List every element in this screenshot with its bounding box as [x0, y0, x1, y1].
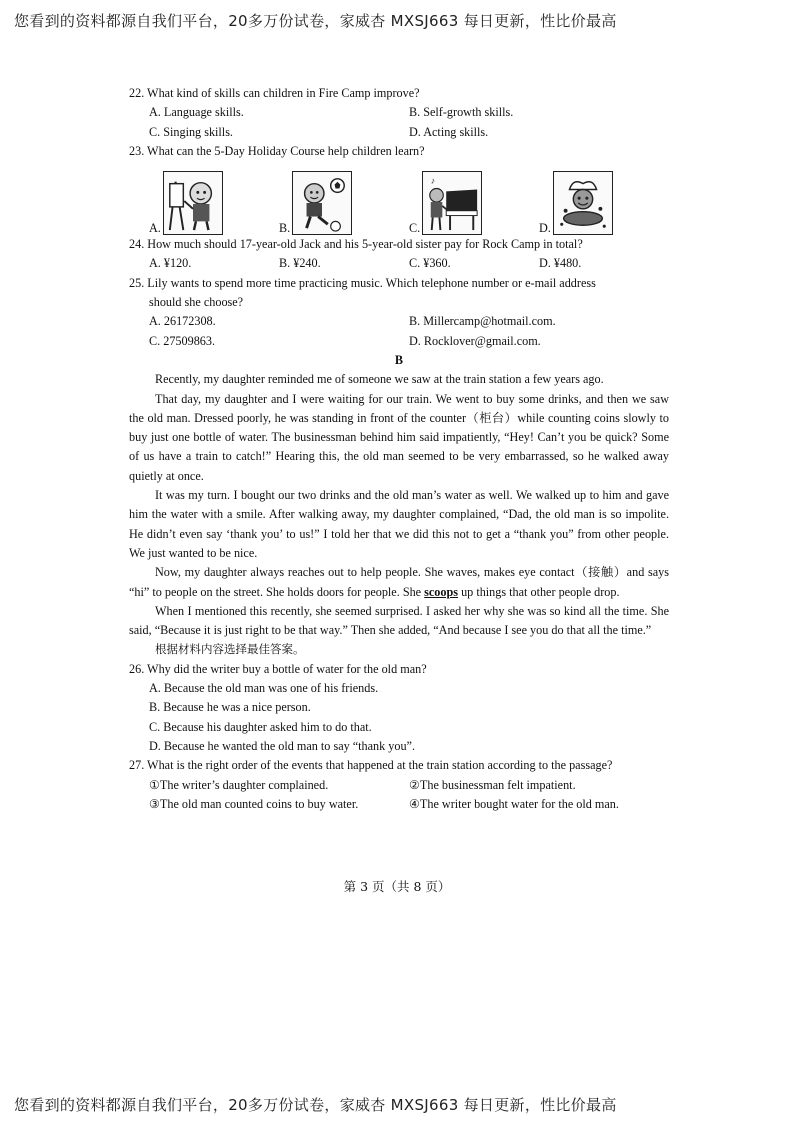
q23-option-a	[149, 171, 279, 235]
q27-event-1: ①The writer’s daughter complained.	[149, 777, 329, 792]
cooking-icon	[553, 171, 613, 235]
passage-paragraph-2: That day, my daughter and I were waiting for our train. We went to buy some drinks, and then we saw the old man. Dressed poorly, he was standing in front of the counter（柜台）while counting coins slowly to buy just one bottle of water. The businessman behind him said impatiently, “Hey! Can’t you be quick? Some of us have a train to catch!” Hearing this, the old man seemed to be very embarrassed, so he walked away quietly at once.	[129, 391, 669, 483]
q23-option-c-label: C.	[409, 221, 421, 236]
q22-option-b: B. Self-growth skills.	[409, 105, 514, 120]
instruction: 根据材料内容选择最佳答案。	[155, 642, 305, 657]
question-24: 24. How much should 17-year-old Jack and his 5-year-old sister pay for Rock Camp in total?	[129, 237, 583, 252]
football-icon	[292, 171, 352, 235]
q23-option-d-label: D.	[539, 221, 551, 236]
passage-paragraph-4-end: up things that other people drop.	[458, 584, 620, 599]
passage-paragraph-1: Recently, my daughter reminded me of someone we saw at the train station a few years ago.	[155, 372, 604, 387]
question-22: 22. What kind of skills can children in Fire Camp improve?	[129, 86, 420, 100]
q25-options-row-2	[129, 332, 669, 351]
question-27: 27. What is the right order of the events that happened at the train station according to the passage?	[129, 758, 613, 773]
q23-option-d	[539, 171, 669, 235]
q26-option-d: D. Because he wanted the old man to say “thank you”.	[149, 738, 416, 753]
q26-option-a: A. Because the old man was one of his friends.	[149, 681, 379, 696]
q23-option-b-label: B.	[279, 221, 291, 236]
q25-option-a: A. 26172308.	[149, 314, 216, 329]
painting-icon	[163, 171, 223, 235]
question-26: 26. Why did the writer buy a bottle of water for the old man?	[129, 661, 427, 676]
q22-option-d: D. Acting skills.	[409, 124, 489, 139]
question-25-line-2: should she choose?	[149, 295, 244, 310]
section-b-title: B	[394, 352, 404, 367]
q27-event-4: ④The writer bought water for the old man.	[409, 796, 619, 811]
passage-paragraph-4	[129, 563, 669, 602]
q22-options-row-2	[129, 123, 669, 142]
question-23: 23. What can the 5-Day Holiday Course help children learn?	[129, 143, 425, 158]
q27-event-3: ③The old man counted coins to buy water.	[149, 796, 359, 811]
q24-options	[129, 254, 669, 273]
passage-paragraph-3: It was my turn. I bought our two drinks and the old man’s water as well. We walked up to him and gave him the water with a smile. After walking away, my daughter complained, “Dad, the old man is so impolite. He didn’t even say ‘thank you’ to us!” I told her that we did this not to get a “thank you” from other people. We just wanted to be nice.	[129, 488, 669, 560]
q22-option-c: C. Singing skills.	[149, 124, 233, 139]
q25-option-d: D. Rocklover@gmail.com.	[409, 333, 541, 348]
piano-icon	[422, 171, 482, 235]
svg-text:♪: ♪	[430, 175, 436, 186]
exam-content	[129, 84, 669, 814]
q24-option-b: B. ¥240.	[279, 256, 321, 271]
q27-event-2: ②The businessman felt impatient.	[409, 777, 576, 792]
q25-option-b: B. Millercamp@hotmail.com.	[409, 314, 556, 329]
q23-option-a-label: A.	[149, 221, 161, 236]
top-banner: 您看到的资料都源自我们平台，20多万份试卷，家威杏 MXSJ663 每日更新，性比价最高	[14, 12, 617, 30]
q23-picture-options	[129, 163, 669, 235]
q24-option-d: D. ¥480.	[539, 256, 582, 271]
q22-options-row-1	[129, 103, 669, 122]
keyword-scoops: scoops	[424, 584, 459, 599]
q23-option-c	[409, 171, 539, 235]
q23-option-b	[279, 171, 409, 235]
q24-option-c: C. ¥360.	[409, 256, 451, 271]
q26-option-b: B. Because he was a nice person.	[149, 700, 311, 715]
q25-options-row-1	[129, 312, 669, 331]
q26-option-c: C. Because his daughter asked him to do that.	[149, 719, 372, 734]
passage-paragraph-4-start: Now, my daughter always reaches out to help people. She waves, makes eye contact（接触）and says “hi” to people on the street. She holds doors for people. She	[129, 565, 669, 599]
passage-paragraph-5: When I mentioned this recently, she seemed surprised. I asked her why she was so kind all the time. She said, “Because it is just right to be that way.” Then she added, “And because I see you do that all the time.”	[129, 603, 669, 638]
q25-option-c: C. 27509863.	[149, 333, 216, 348]
q27-events-row-2	[129, 795, 669, 814]
bottom-banner: 您看到的资料都源自我们平台，20多万份试卷，家威杏 MXSJ663 每日更新，性比价最高	[14, 1096, 617, 1114]
q24-option-a: A. ¥120.	[149, 256, 192, 271]
question-25-line-1: 25. Lily wants to spend more time practicing music. Which telephone number or e-mail address	[129, 275, 596, 290]
q27-events-row-1	[129, 776, 669, 795]
page-number: 第 3 页（共 8 页）	[343, 879, 451, 894]
q22-option-a: A. Language skills.	[149, 105, 244, 120]
